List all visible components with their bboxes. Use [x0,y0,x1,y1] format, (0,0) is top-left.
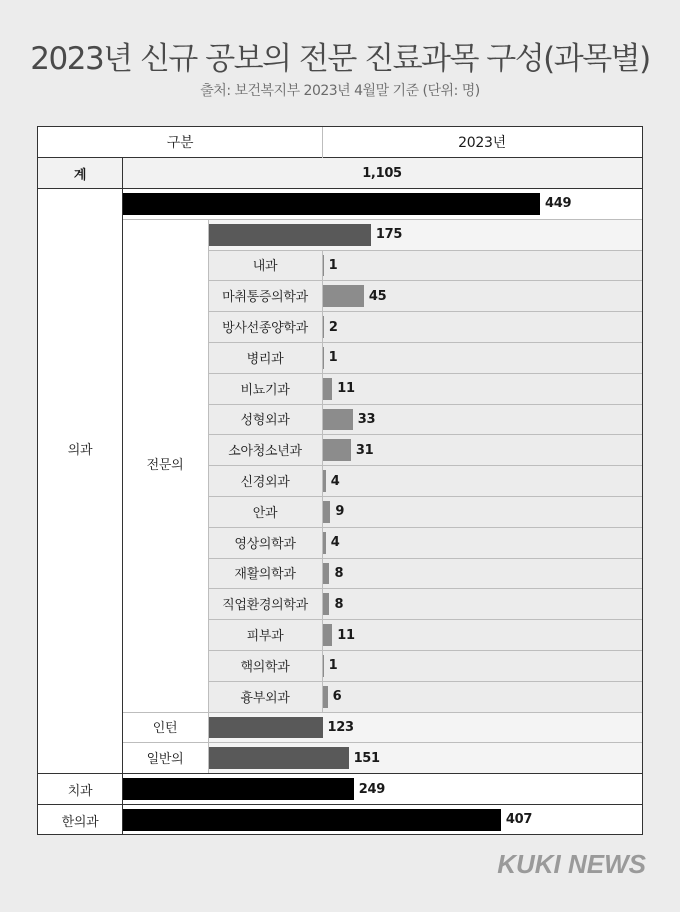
row-label-intern: 인턴 [152,721,178,737]
header-line [38,157,642,158]
value-label-s14: 1 [328,658,338,674]
row-line-s9 [208,496,642,497]
value-label-intern: 123 [327,720,354,735]
row-label-s6: 성형외과 [240,413,290,429]
row-label-s13: 피부과 [246,629,284,645]
row-label-s8: 신경외과 [240,475,290,491]
bar-s12 [322,593,329,615]
vline-header-split [322,127,323,158]
value-label-general: 151 [353,750,380,766]
row-line-s1 [208,250,642,251]
bar-specialist [208,224,371,246]
row-label-s14: 핵의학과 [240,659,290,675]
bar-s11 [322,563,329,585]
bar-general [208,747,349,769]
total-value: 1,105 [362,165,402,181]
value-label-s7: 31 [355,442,374,458]
group-label-oriental: 한의과 [61,814,99,830]
row-line-specialist [122,219,642,220]
value-label-s6: 33 [357,412,376,427]
row-line-oriental [38,804,642,805]
value-label-s3: 2 [328,319,338,335]
row-label-s3: 방사선종양학과 [222,321,308,337]
bar-oriental [122,809,501,831]
row-line-s13 [208,619,642,620]
vline-category [122,158,123,835]
value-label-s8: 4 [330,473,340,489]
value-label-s9: 9 [335,504,345,520]
vline-subgroup [208,219,209,773]
row-line-s5 [208,373,642,374]
value-label-s11: 8 [334,566,344,581]
value-label-s10: 4 [330,535,340,551]
group-label-specialist: 전문의 [146,457,184,473]
row-line-s15 [208,681,642,682]
value-label-s4: 1 [328,350,338,366]
bar-s9 [322,501,330,523]
bar-s5 [322,378,332,400]
bar-s13 [322,624,332,646]
row-label-general: 일반의 [146,752,184,768]
bar-medical [122,193,540,215]
row-line-s8 [208,465,642,466]
row-line-s3 [208,311,642,312]
row-label-s10: 영상의학과 [234,536,296,552]
vline-specialty-axis [322,250,323,712]
value-label-s13: 11 [337,627,355,643]
row-line-general [122,742,642,743]
row-line-s14 [208,650,642,651]
header-year: 2023년 [458,135,506,151]
value-label-s15: 6 [332,689,342,705]
value-label-dental: 249 [358,781,386,797]
group-label-dental: 치과 [67,783,93,799]
value-label-specialist: 175 [375,227,403,243]
row-line-dental [38,773,642,774]
value-label-s5: 11 [337,381,355,397]
bar-s6 [322,409,353,431]
value-label-oriental: 407 [505,812,533,828]
total-line [38,188,642,189]
bar-dental [122,778,354,800]
row-label-s2: 마취통증의학과 [222,290,308,306]
data-table [37,126,643,835]
header-category: 구분 [166,135,194,151]
row-label-s12: 직업환경의학과 [222,598,308,614]
row-line-s7 [208,434,642,435]
group-label-medical: 의과 [67,442,93,458]
value-label-s12: 8 [334,596,344,612]
brand-logo: KUKI NEWS [497,849,646,879]
bar-s2 [322,285,364,307]
row-line-s10 [208,527,642,528]
row-label-s15: 흉부외과 [240,690,290,706]
row-line-intern [122,712,642,713]
row-label-s11: 재활의학과 [234,567,296,583]
row-label-s9: 안과 [252,505,278,521]
bar-intern [208,717,323,739]
chart-title: 2023년 신규 공보의 전문 진료과목 구성(과목별) [30,41,650,77]
row-line-s4 [208,342,642,343]
total-label: 계 [73,167,87,183]
row-label-s7: 소아청소년과 [228,444,302,460]
row-line-s2 [208,280,642,281]
chart-subtitle: 출처: 보건복지부 2023년 4월말 기준 (단위: 명) [200,83,480,99]
bar-s7 [322,439,351,461]
row-line-s12 [208,588,642,589]
value-label-s2: 45 [368,288,387,304]
value-label-medical: 449 [545,196,572,212]
row-line-s6 [208,404,642,405]
value-label-s1: 1 [328,258,338,273]
row-label-s4: 병리과 [246,351,284,367]
row-label-s1: 내과 [252,259,278,275]
row-line-s11 [208,558,642,559]
row-label-s5: 비뇨기과 [240,382,290,398]
